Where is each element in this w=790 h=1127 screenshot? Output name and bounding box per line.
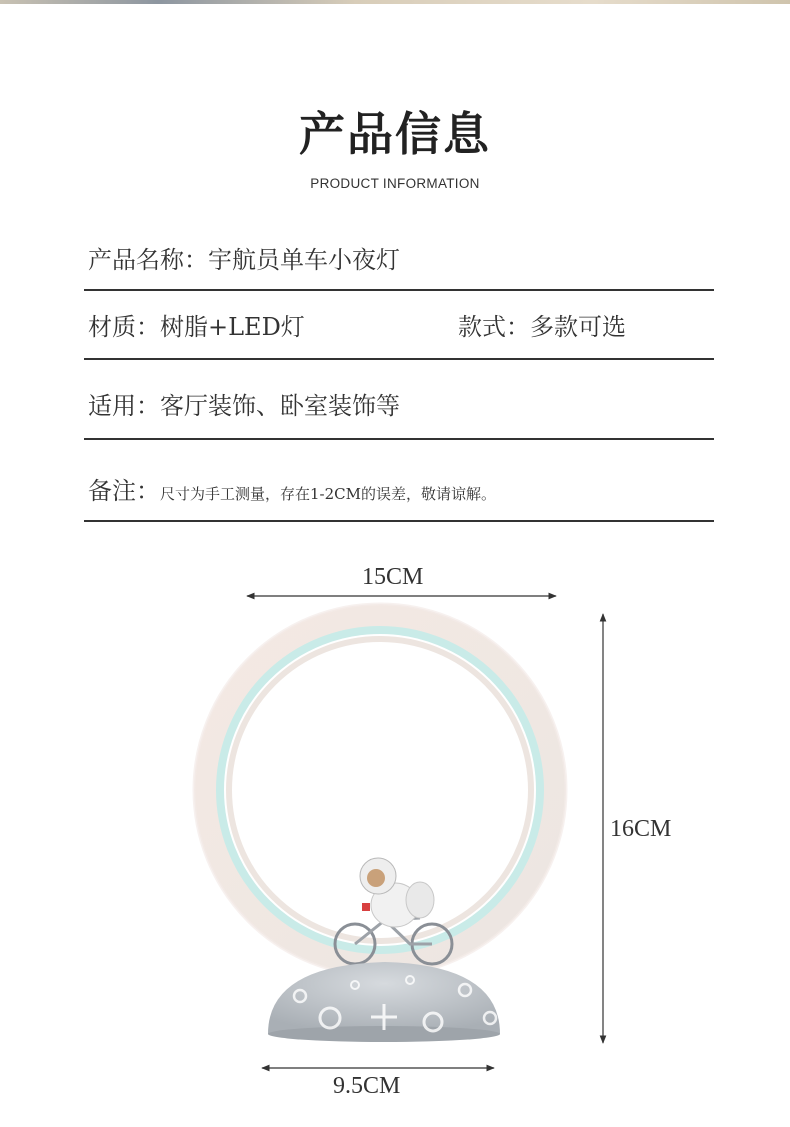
width-dimension-label: 15CM [362,564,424,590]
material-value: 树脂+LED灯 [160,313,305,341]
base-dimension-label: 9.5CM [333,1073,401,1099]
note-label: 备注： [88,477,160,505]
name-value: 宇航员单车小夜灯 [208,246,400,274]
usage-label: 适用： [88,392,160,420]
moon-base [268,962,500,1042]
name-label: 产品名称： [88,246,208,274]
page-subtitle: PRODUCT INFORMATION [310,176,480,191]
usage-value: 客厅装饰、卧室装饰等 [160,392,400,420]
material-label: 材质： [88,313,160,341]
style-label: 款式： [458,313,530,341]
style-value: 多款可选 [530,313,626,341]
height-dimension-label: 16CM [610,816,672,842]
note-value: 尺寸为手工测量，存在1-2CM的误差，敬请谅解。 [160,485,496,503]
page-title: 产品信息 [299,107,491,161]
